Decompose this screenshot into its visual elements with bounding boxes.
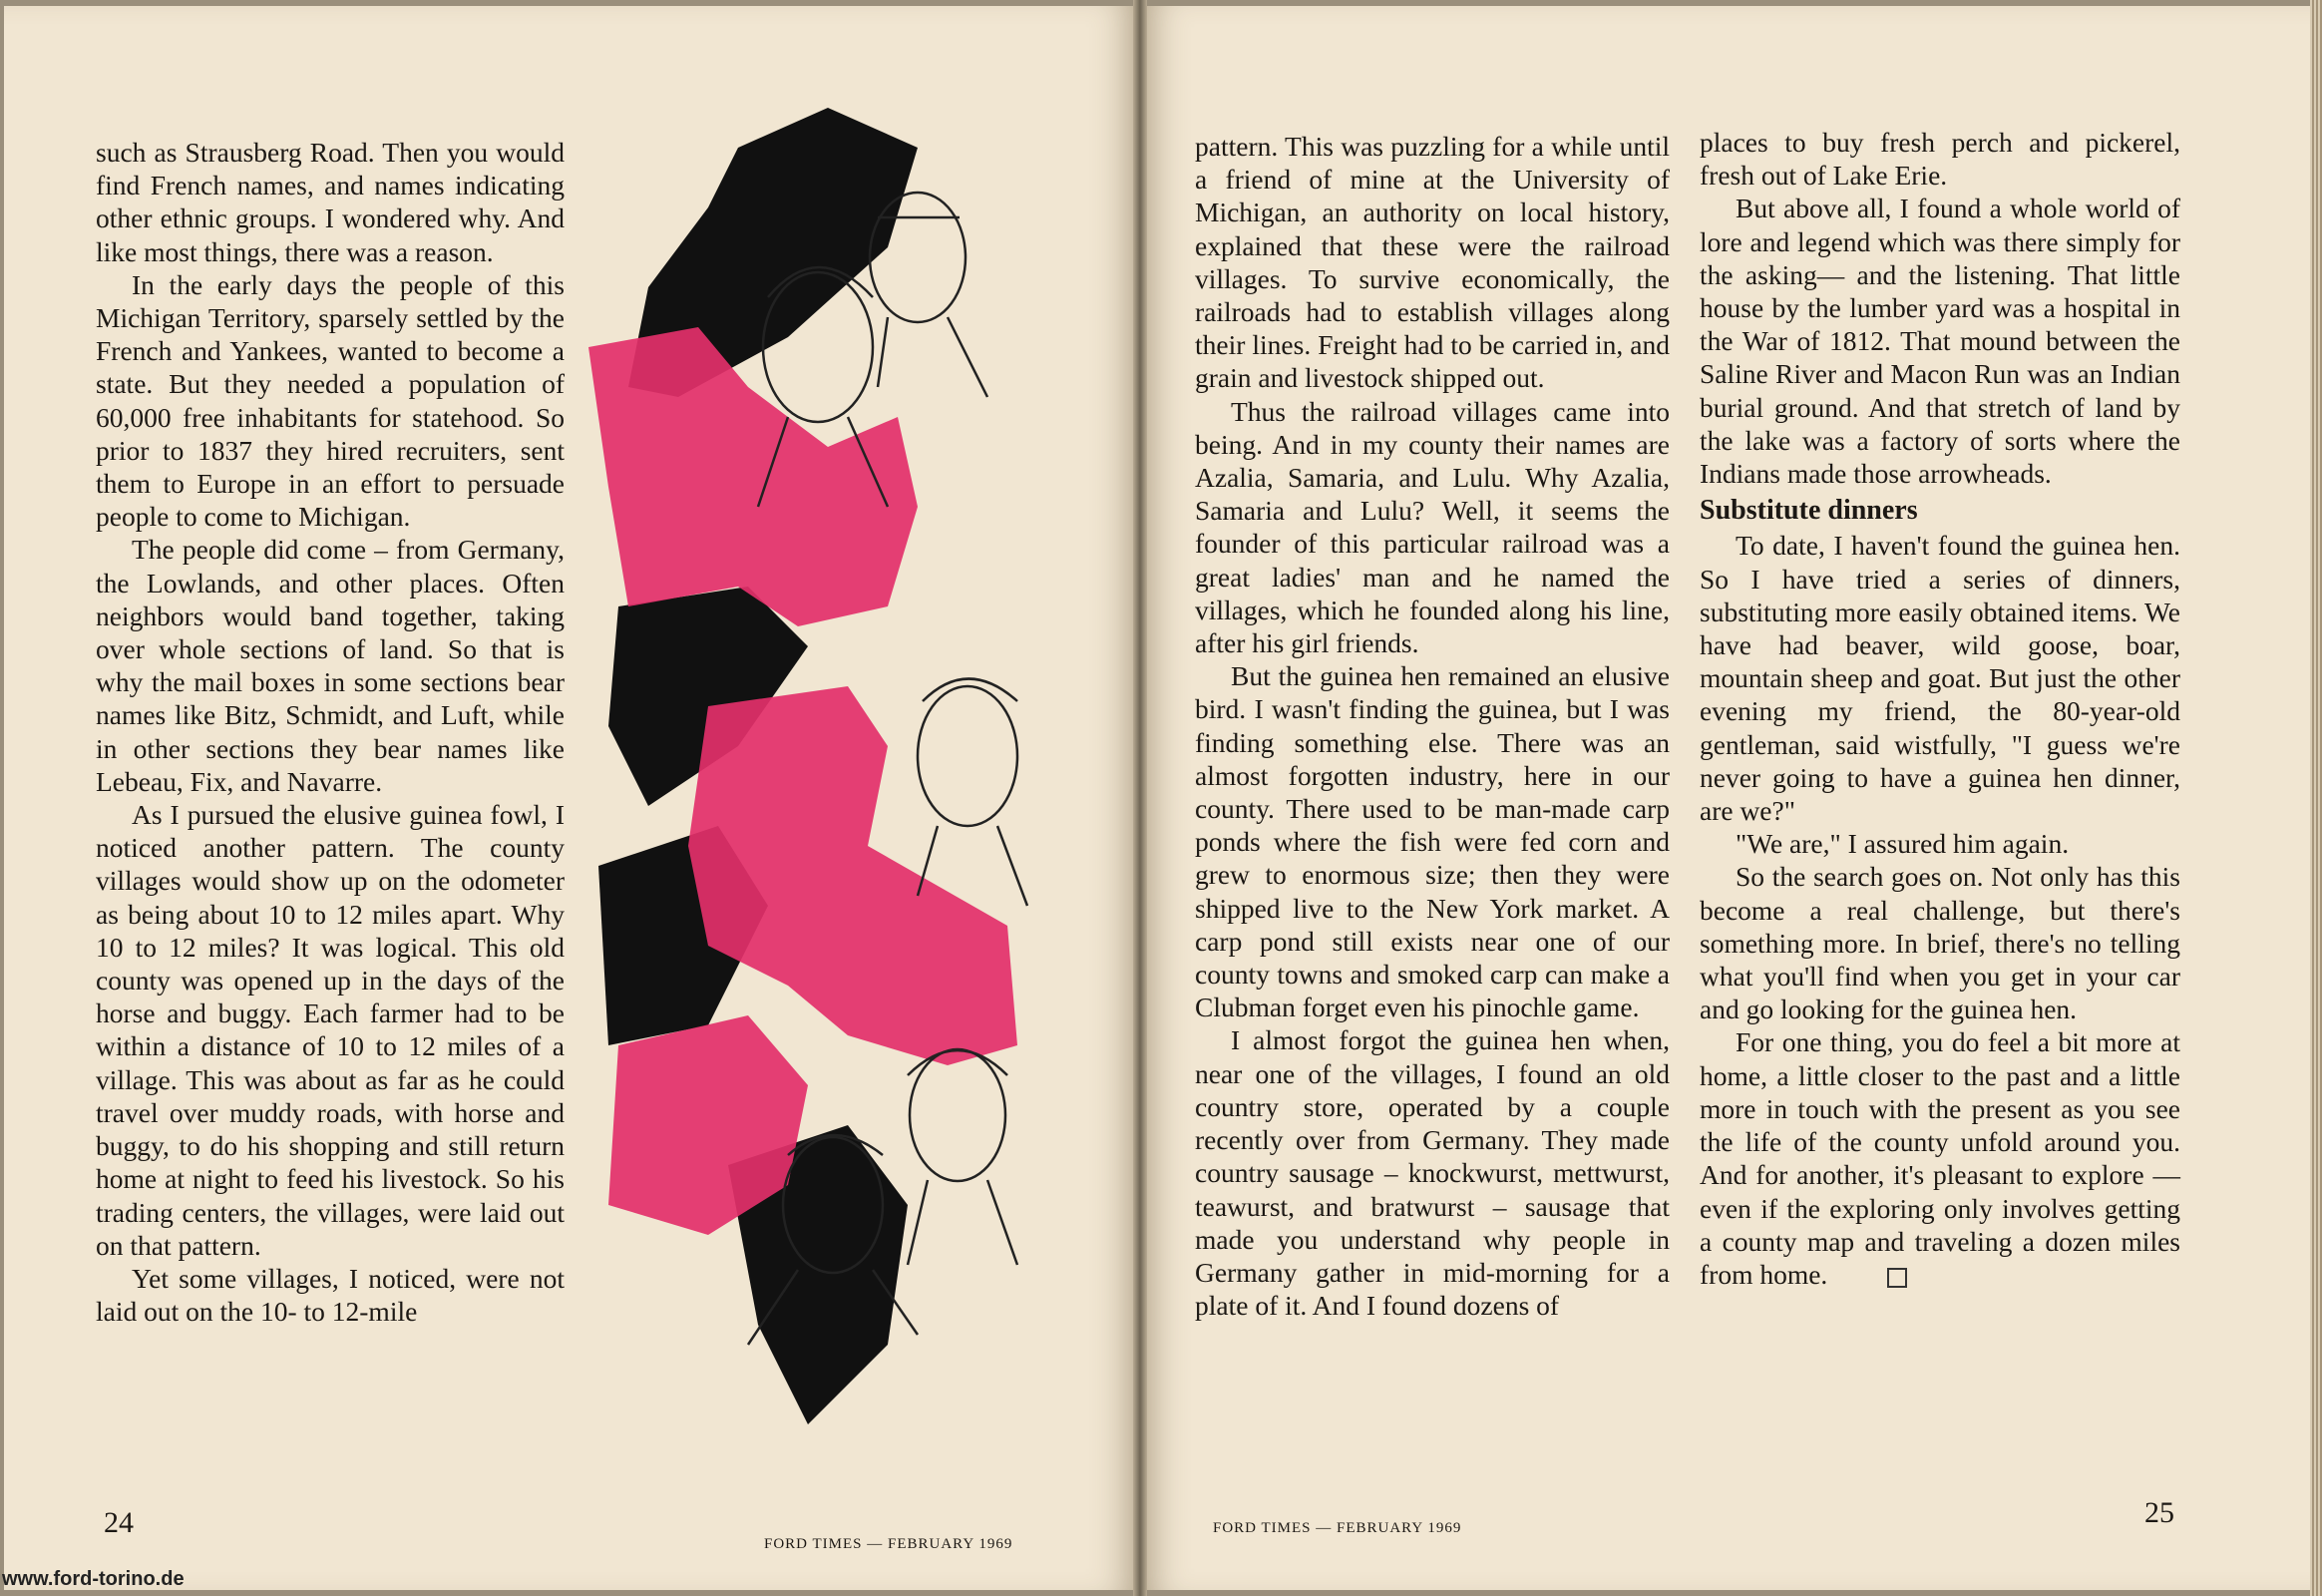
paragraph: In the early days the people of this Michigan Territory, sparsely settled by the French and Yankees, wanted to become a state. But they needed a population of 60,000 free inhabitants for statehood. So prior to 1837 they hired recruiters, sent them to Europe in an effort to persuade people to come to Michigan. <box>96 268 565 533</box>
magenta-wash <box>588 327 918 626</box>
page-edges <box>2310 0 2322 1596</box>
paragraph: such as Strausberg Road. Then you would find French names, and names indicating other ethnic groups. I wondered why. And like most things, there was a reason. <box>96 137 565 267</box>
paragraph: To date, I haven't found the guinea hen. So I have tried a series of dinners, substituting more easily obtained items. We have had beaver, wild goose, boar, mountain sheep and goat. But just the other evening my friend, the 80-year-old gentleman, said wistfully, "I guess we're never going to have a guinea hen dinner, are we?" <box>1700 530 2180 827</box>
paragraph: But the guinea hen remained an elusive bird. I wasn't finding the guinea, but I was finding something else. There was an almost forgotten industry, here in our county. There used to be man-made carp ponds where the fish were fed corn and grew to enormous size; then they were shipped live to the New York market. A carp pond still exists near one of our county towns and smoked carp can make a Clubman forget even his pinochle game. <box>1195 660 1670 1023</box>
footer-right: FORD TIMES — FEBRUARY 1969 <box>1213 1520 1462 1536</box>
page-number-right: 25 <box>2144 1496 2174 1529</box>
paragraph: Thus the railroad villages came into being. And in my county their names are Azalia, Samaria, and Lulu. Why Azalia, Samaria and Lulu? Well, it seems the founder of this particular railroad was a great ladies' man and he named the villages, which he founded along his line, after his girl friends. <box>1195 395 1670 659</box>
watermark: www.ford-torino.de <box>2 1568 185 1590</box>
paragraph <box>1700 1025 2180 1291</box>
right-text-column-a <box>1195 130 1670 1322</box>
book-gutter <box>1133 0 1147 1596</box>
paragraph: places to buy fresh perch and pickerel, fresh out of Lake Erie. <box>1700 127 2180 192</box>
paragraph: As I pursued the elusive guinea fowl, I noticed another pattern. The county villages would show up on the odometer as being about 10 to 12 miles apart. Why 10 to 12 miles? It was logical. This old county was opened up in the days of the horse and buggy. Each farmer had to be within a distance of 10 to 12 miles of a village. This was about as far as he could travel over muddy roads, with horse and buggy, to do his shopping and still return home at night to feed his livestock. So his trading centers, the villages, were laid out on that pattern. <box>96 799 565 1261</box>
paragraph: I almost forgot the guinea hen when, near one of the villages, I found an old country store, operated by a couple recently over from Germany. They made country sausage – knockwurst, mettwurst, teawurst, and bratwurst – sausage that made you understand why people in Germany gather in mid-morning for a plate of it. And I found dozens of <box>1195 1024 1670 1322</box>
paragraph: But above all, I found a whole world of lore and legend which was there simply for the asking— and the listening. That little house by the lumber yard was a hospital in the War of 1812. That mound between the Saline River and Macon Run was an Indian burial ground. And that stretch of land by the lake was a factory of sorts where the Indians made those arrowheads. <box>1700 193 2180 490</box>
magenta-wash <box>688 686 1017 1065</box>
right-text-column-b <box>1700 126 2180 1291</box>
paragraph: The people did come – from Germany, the Lowlands, and other places. Often neighbors would band together, taking over whole sections of land. So that is why the mail boxes in some sections bear names like Bitz, Schmidt, and Luft, while in other sections they bear names like Lebeau, Fix, and Navarre. <box>96 534 565 797</box>
left-text-column <box>96 136 565 1328</box>
page-number-left: 24 <box>104 1506 134 1539</box>
paragraph: "We are," I assured him again. <box>1736 828 2070 860</box>
paragraph-text: For one thing, you do feel a bit more at home, a little closer to the past and a little more in touch with the present as you see the life of the county unfold around you. And for another, it's pleasant to explore —even if the exploring only involves getting a county map and traveling a dozen miles from home. <box>1700 1026 2180 1290</box>
paragraph: pattern. This was puzzling for a while until a friend of mine at the University of Michigan, an authority on local history, explained that these were the railroad villages. To survive economically, the railroads had to establish villages along their lines. Freight had to be carried in, and grain and livestock shipped out. <box>1195 131 1670 394</box>
end-of-article-box-icon <box>1887 1268 1907 1288</box>
paragraph: Yet some villages, I noticed, were not laid out on the 10- to 12-mile <box>96 1262 565 1328</box>
paragraph: So the search goes on. Not only has this become a real challenge, but there's something more. In brief, there's no telling what you'll find when you get in your car and go looking for the guinea hen. <box>1700 861 2180 1025</box>
footer-left: FORD TIMES — FEBRUARY 1969 <box>764 1536 1013 1552</box>
subheading: Substitute dinners <box>1700 495 1918 527</box>
illustration-portraits <box>588 88 1087 1444</box>
